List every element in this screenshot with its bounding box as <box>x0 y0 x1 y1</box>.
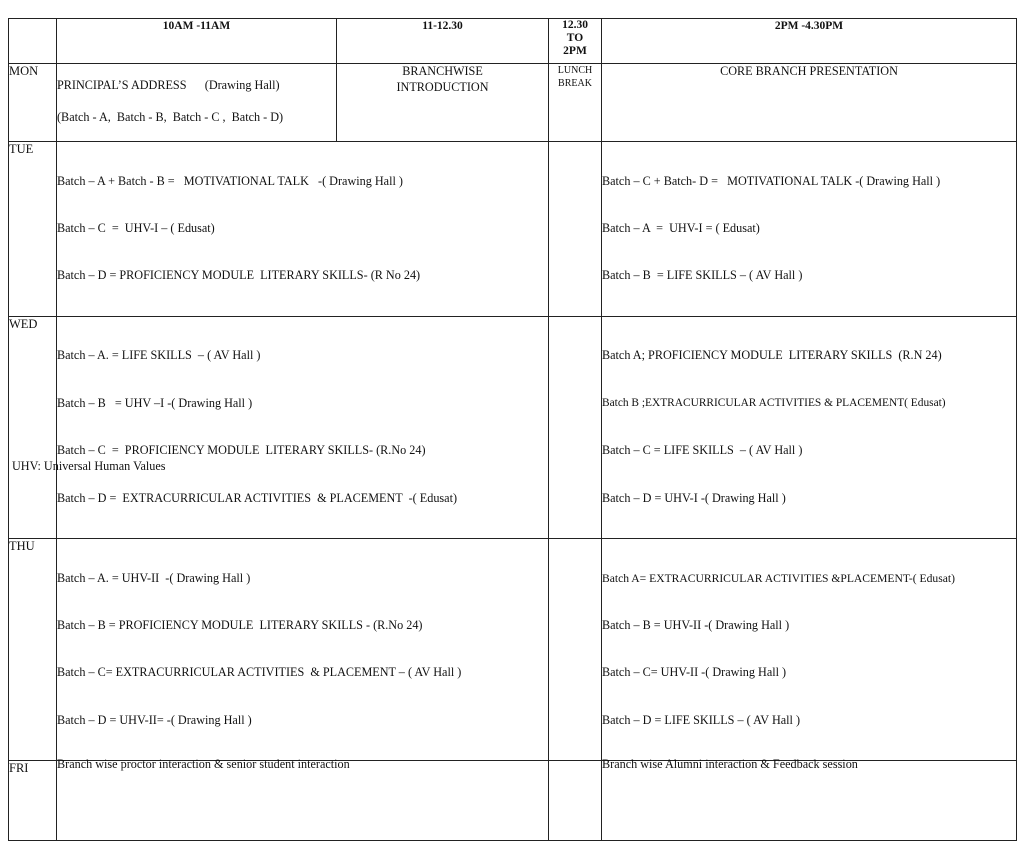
wed-pm-cell <box>602 316 1017 538</box>
tue-pm-line: Batch – A = UHV-I = ( Edusat) <box>602 220 760 235</box>
wed-pm-line: Batch – D = UHV-I -( Drawing Hall ) <box>602 490 786 505</box>
wed-lunch-cell <box>549 316 602 538</box>
day-label-fri: FRI <box>9 761 57 841</box>
thu-am-cell <box>57 538 549 760</box>
row-tuesday <box>9 142 1017 317</box>
thu-pm-line: Batch – C= UHV-II -( Drawing Hall ) <box>602 665 787 680</box>
header-lunch-line: 2PM <box>563 45 587 57</box>
fri-am-text: Branch wise proctor interaction & senior student interaction <box>57 757 350 772</box>
wed-pm-line: Batch A; PROFICIENCY MODULE LITERARY SKILLS (R.N 24) <box>602 348 942 363</box>
mon-11am-line: BRANCHWISE <box>402 64 483 78</box>
tue-am-line: Batch – A + Batch - B = MOTIVATIONAL TALK -( Drawing Hall ) <box>57 173 403 188</box>
row-friday <box>9 761 1017 841</box>
header-row <box>9 19 1017 64</box>
mon-10am-line: (Batch - A, Batch - B, Batch - C , Batch - D) <box>57 109 284 124</box>
day-label-tue: TUE <box>9 142 57 317</box>
header-blank-cell <box>9 19 57 64</box>
mon-11am-cell <box>337 64 549 142</box>
tue-pm-line: Batch – C + Batch- D = MOTIVATIONAL TALK -( Drawing Hall ) <box>602 173 941 188</box>
wed-am-line: Batch – A. = LIFE SKILLS – ( AV Hall ) <box>57 348 261 363</box>
thu-pm-line: Batch – B = UHV-II -( Drawing Hall ) <box>602 617 790 632</box>
thu-am-line: Batch – D = UHV-II= -( Drawing Hall ) <box>57 712 252 727</box>
mon-10am-line: PRINCIPAL’S ADDRESS (Drawing Hall) <box>57 78 280 92</box>
thu-am-line: Batch – C= EXTRACURRICULAR ACTIVITIES & PLACEMENT – ( AV Hall ) <box>57 665 462 680</box>
mon-11am-line: INTRODUCTION <box>396 79 489 94</box>
fri-lunch-cell <box>549 761 602 841</box>
tue-pm-line: Batch – B = LIFE SKILLS – ( AV Hall ) <box>602 268 803 283</box>
tue-am-line: Batch – C = UHV-I – ( Edusat) <box>57 220 215 235</box>
mon-pm-cell: CORE BRANCH PRESENTATION <box>602 64 1017 142</box>
row-thursday <box>9 538 1017 760</box>
fri-am-cell <box>57 757 549 841</box>
day-label-thu: THU <box>9 538 57 760</box>
lunch-break-line: LUNCH <box>557 65 593 76</box>
day-label-mon: MON <box>9 64 57 142</box>
thu-pm-cell <box>602 538 1017 760</box>
wed-pm-line: Batch – C = LIFE SKILLS – ( AV Hall ) <box>602 443 803 458</box>
tue-pm-cell <box>602 142 1017 317</box>
tue-am-line: Batch – D = PROFICIENCY MODULE LITERARY SKILLS- (R No 24) <box>57 268 421 283</box>
header-slot-11-1230: 11-12.30 <box>337 19 549 64</box>
wed-pm-line: Batch B ;EXTRACURRICULAR ACTIVITIES & PLACEMENT( Edusat) <box>602 396 946 409</box>
thu-lunch-cell <box>549 538 602 760</box>
header-slot-2pm-430pm: 2PM -4.30PM <box>602 19 1017 64</box>
timetable <box>8 18 1017 841</box>
tue-lunch-cell <box>549 142 602 317</box>
header-slot-10am-11am: 10AM -11AM <box>57 19 337 64</box>
thu-pm-line: Batch A= EXTRACURRICULAR ACTIVITIES &PLACEMENT-( Edusat) <box>602 571 955 585</box>
wed-am-line: Batch – C = PROFICIENCY MODULE LITERARY SKILLS- (R.No 24) <box>57 443 426 458</box>
header-lunch-line: 12.30 <box>562 19 588 31</box>
footnote: UHV: Universal Human Values <box>12 459 166 473</box>
thu-am-line: Batch – A. = UHV-II -( Drawing Hall ) <box>57 570 251 585</box>
header-slot-lunch <box>549 19 602 64</box>
lunch-break-line: BREAK <box>558 78 592 89</box>
row-wednesday <box>9 316 1017 538</box>
day-label-wed: WED <box>9 316 57 538</box>
lunch-break-cell <box>549 64 602 142</box>
header-lunch-line: TO <box>566 32 584 44</box>
row-monday <box>9 64 1017 142</box>
wed-am-cell <box>57 316 549 538</box>
mon-10am-cell <box>57 64 337 142</box>
thu-am-line: Batch – B = PROFICIENCY MODULE LITERARY SKILLS - (R.No 24) <box>57 617 423 632</box>
tue-am-cell <box>57 142 549 317</box>
wed-am-line: Batch – D = EXTRACURRICULAR ACTIVITIES & PLACEMENT -( Edusat) <box>57 490 458 505</box>
wed-am-line: Batch – B = UHV –I -( Drawing Hall ) <box>57 395 253 410</box>
fri-pm-cell <box>602 757 1017 841</box>
thu-pm-line: Batch – D = LIFE SKILLS – ( AV Hall ) <box>602 712 801 727</box>
fri-pm-text: Branch wise Alumni interaction & Feedback session <box>602 757 858 772</box>
